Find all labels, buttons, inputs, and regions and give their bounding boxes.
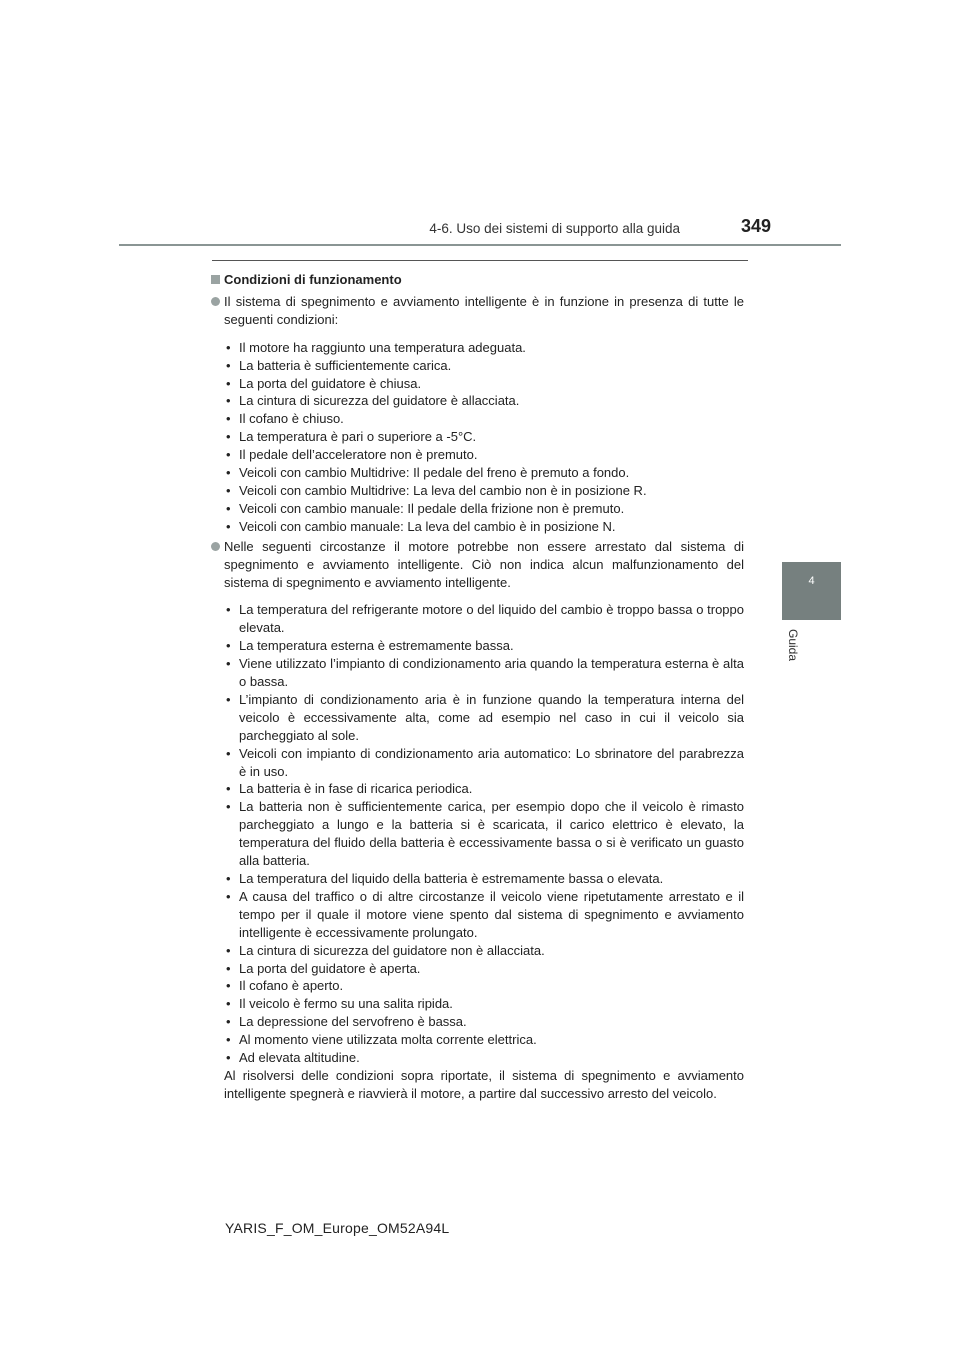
bullet-operating-conditions — [224, 293, 744, 329]
list-item: • Il cofano è chiuso. — [224, 410, 744, 428]
list-item: • Veicoli con cambio Multidrive: La leva del cambio non è in posizione R. — [224, 482, 744, 500]
list-item: • Veicoli con cambio manuale: Il pedale della frizione non è premuto. — [224, 500, 744, 518]
closing-paragraph: Al risolversi delle condizioni sopra riportate, il sistema di spegnimento e avviamento intelligente spegnerà e riavvierà il motore, a partire dal successivo arresto del veicolo. — [224, 1067, 744, 1101]
section-heading-text: Condizioni di funzionamento — [224, 272, 402, 287]
circle-bullet-icon — [211, 297, 220, 306]
list-item: • Veicoli con cambio Multidrive: Il pedale del freno è premuto a fondo. — [224, 464, 744, 482]
list-item: • L’impianto di condizionamento aria è in funzione quando la temperatura interna del veicolo è eccessivamente alta, come ad esempio nel caso in cui il veicolo sia parcheggiato al sole. — [224, 691, 744, 745]
section-divider — [212, 260, 748, 261]
list-item: • La batteria è sufficientemente carica. — [224, 357, 744, 375]
chapter-number: 4 — [808, 575, 815, 587]
list-item: • Viene utilizzato l’impianto di condizionamento aria quando la temperatura esterna è alta o bassa. — [224, 655, 744, 691]
list-item: • Veicoli con impianto di condizionamento aria automatico: Lo sbrinatore del parabrezza è in uso. — [224, 745, 744, 781]
section-content — [224, 271, 744, 1103]
list-item: • La batteria non è sufficientemente carica, per esempio dopo che il veicolo è rimasto parcheggiato a lungo e la batteria si è scaricata, il carico elettrico è elevato, la temperatura del fluido della batteria è eccessivamente bassa o si è verificato un guasto alla batteria. — [224, 798, 744, 870]
list-item: • La temperatura del refrigerante motore o del liquido del cambio è troppo bassa o troppo elevata. — [224, 601, 744, 637]
header-divider — [119, 244, 841, 246]
list-item: • La temperatura è pari o superiore a -5°C. — [224, 428, 744, 446]
list-item: • Il pedale dell’acceleratore non è premuto. — [224, 446, 744, 464]
circle-bullet-icon — [211, 542, 220, 551]
page-number: 349 — [741, 216, 772, 236]
list-item: • Il veicolo è fermo su una salita ripida. — [224, 995, 744, 1013]
list-item: • La cintura di sicurezza del guidatore è allacciata. — [224, 392, 744, 410]
list-item: • A causa del traffico o di altre circostanze il veicolo viene ripetutamente arrestato e il tempo per il quale il motore viene spento dal sistema di spegnimento e avviamento intelligente è eccessivamente prolungato. — [224, 888, 744, 942]
document-code: YARIS_F_OM_Europe_OM52A94L — [225, 1220, 450, 1236]
list-item: • La temperatura esterna è estremamente bassa. — [224, 637, 744, 655]
list-item: • Al momento viene utilizzata molta corrente elettrica. — [224, 1031, 744, 1049]
list-item: • Veicoli con cambio manuale: La leva del cambio è in posizione N. — [224, 518, 744, 536]
list-item: • La batteria è in fase di ricarica periodica. — [224, 780, 744, 798]
list-item: • La porta del guidatore è chiusa. — [224, 375, 744, 393]
bullet-engine-not-stopped — [224, 538, 744, 592]
chapter-label: Guida — [786, 629, 800, 662]
list-item: • Il cofano è aperto. — [224, 977, 744, 995]
list-item: • La porta del guidatore è aperta. — [224, 960, 744, 978]
bullet-text: Nelle seguenti circostanze il motore potrebbe non essere arrestato dal sistema di spegnimento e avviamento intelligente. Ciò non indica alcun malfunzionamento del sistema di spegnimento e avviamento intelligente. — [224, 538, 744, 590]
list-item: • La depressione del servofreno è bassa. — [224, 1013, 744, 1031]
square-bullet-icon — [211, 275, 220, 284]
list-item: • La temperatura del liquido della batteria è estremamente bassa o elevata. — [224, 870, 744, 888]
circumstances-list — [224, 601, 744, 1067]
header-section-title: 4-6. Uso dei sistemi di supporto alla guida — [429, 221, 680, 236]
list-item: • Il motore ha raggiunto una temperatura adeguata. — [224, 339, 744, 357]
list-item: • Ad elevata altitudine. — [224, 1049, 744, 1067]
bullet-text: Il sistema di spegnimento e avviamento intelligente è in funzione in presenza di tutte le seguenti condizioni: — [224, 293, 744, 327]
section-heading — [224, 271, 744, 289]
conditions-list — [224, 339, 744, 536]
list-item: • La cintura di sicurezza del guidatore non è allacciata. — [224, 942, 744, 960]
chapter-tab — [782, 562, 841, 620]
